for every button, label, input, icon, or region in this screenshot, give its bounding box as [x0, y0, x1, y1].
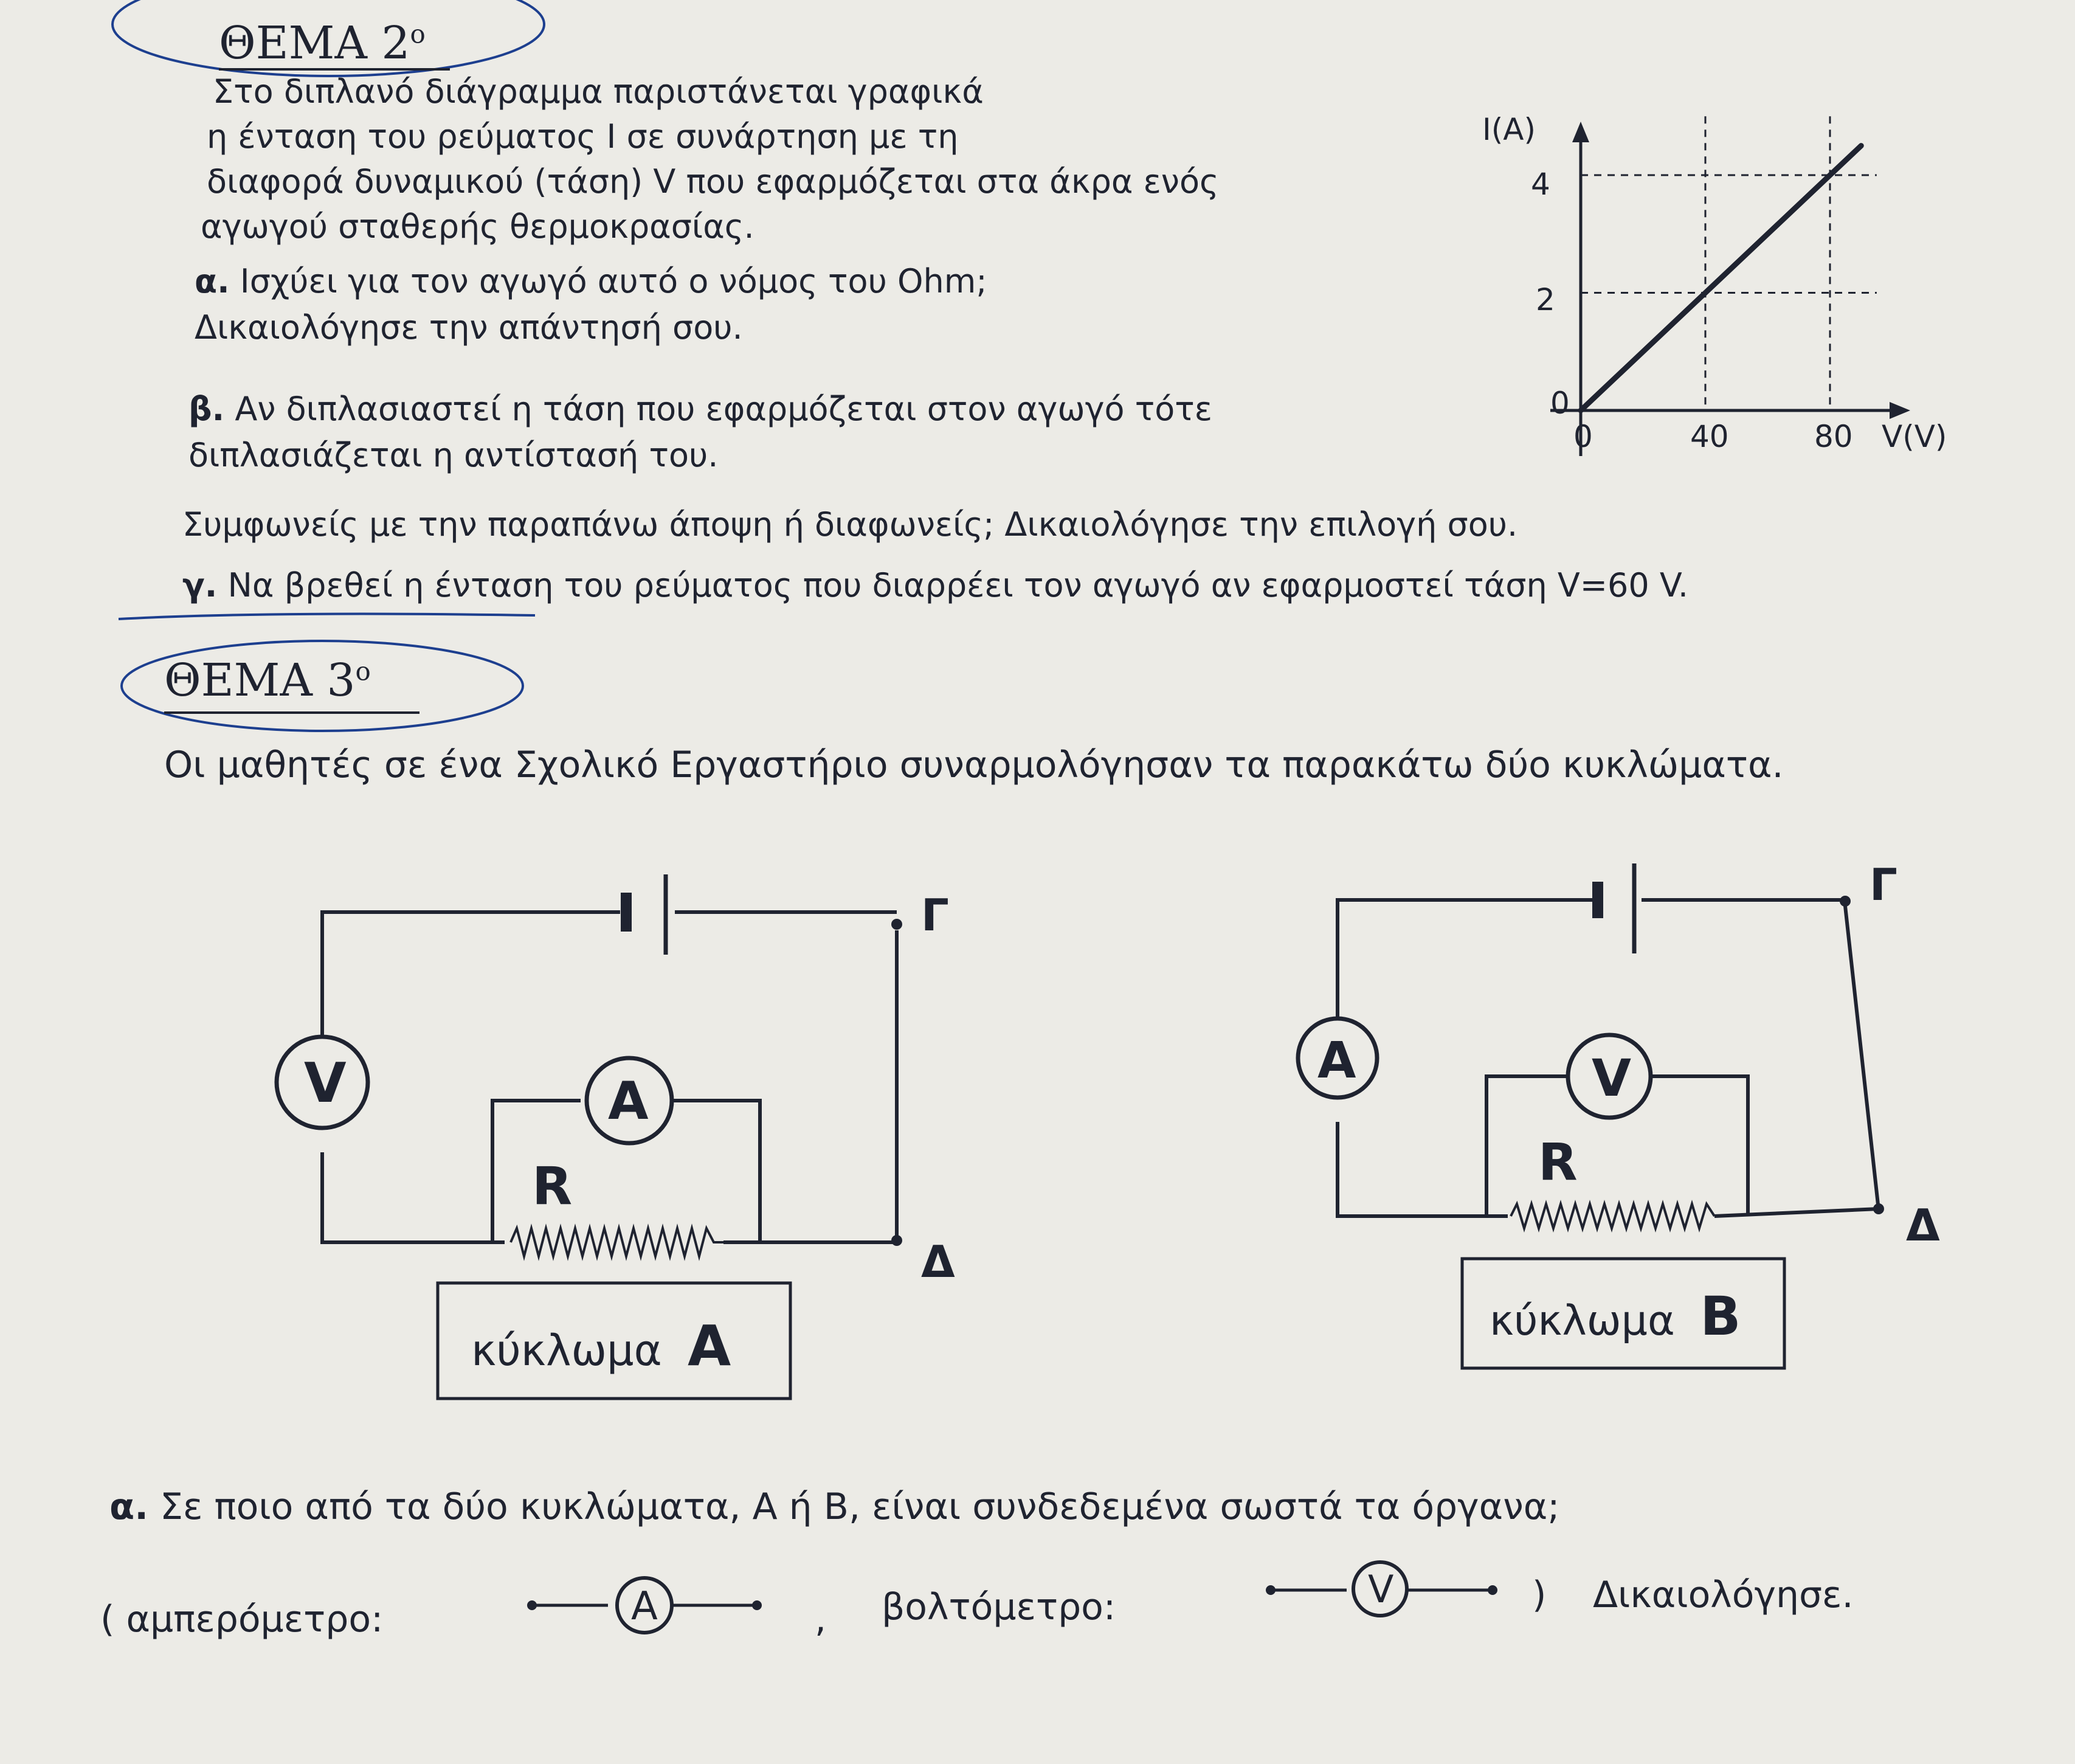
y-tick-4: 4: [1531, 167, 1550, 202]
circuit-b-resistor-label: R: [1538, 1132, 1578, 1192]
circuit-b-node-delta-label: Δ: [1906, 1200, 1940, 1251]
theme3-heading: [164, 654, 371, 707]
circuit-a-wire-bottom-left: [322, 1152, 505, 1242]
legend-voltmeter-symbol: [1262, 1554, 1517, 1633]
legend-voltmeter-letter: V: [1368, 1567, 1394, 1611]
circuit-a-voltmeter-symbol: V: [304, 1051, 347, 1115]
x-axis-arrow-icon: [1890, 402, 1910, 419]
circuit-a-caption-letter: Α: [688, 1313, 731, 1378]
theme2-question-b-line-2: διπλασιάζεται η αντίστασή του.: [188, 436, 719, 474]
circuit-b-voltmeter-branch-right: [1642, 1076, 1748, 1216]
circuit-b-wire-top-left: [1338, 900, 1593, 1049]
theme2-heading-text: ΘΕΜΑ 2: [219, 17, 410, 69]
legend-justify-text: Δικαιολόγησε.: [1593, 1574, 1854, 1616]
theme2-question-b-text: Αν διπλασιαστεί η τάση που εφαρμόζεται στον αγωγό τότε: [235, 390, 1212, 428]
theme2-intro-line-4: αγωγού σταθερής θερμοκρασίας.: [201, 207, 754, 246]
theme3-question-a: [109, 1487, 1559, 1527]
circuit-a-node-delta-label: Δ: [921, 1236, 955, 1287]
theme2-question-a-line-2: Δικαιολόγησε την απάντησή σου.: [195, 308, 743, 347]
y-axis-arrow-icon: [1572, 122, 1589, 142]
theme3-intro: Οι μαθητές σε ένα Σχολικό Εργαστήριο συναρμολόγησαν τα παρακάτω δύο κυκλώματα.: [164, 744, 1784, 786]
circuit-b-caption-letter: Β: [1700, 1285, 1741, 1347]
theme2-question-c: [182, 566, 1688, 606]
circuit-a-resistor-zigzag: [511, 1228, 723, 1256]
theme2-question-c-label: γ.: [182, 566, 218, 604]
circuit-b-node-gamma-label: Γ: [1870, 859, 1897, 910]
legend-ammeter-text: ( αμπερόμετρο:: [100, 1598, 384, 1641]
circuit-a-caption-word: κύκλωμα: [471, 1326, 662, 1375]
theme3-heading-underline: [164, 711, 419, 714]
y-tick-0: 0: [1550, 386, 1570, 421]
y-tick-2: 2: [1536, 282, 1555, 317]
theme2-intro-line-3: διαφορά δυναμικού (τάση) V που εφαρμόζεται στα άκρα ενός: [207, 162, 1219, 201]
theme3-question-a-label: α.: [109, 1486, 149, 1528]
circuit-b-wire-bottom-left: [1338, 1122, 1508, 1216]
circuit-a-ammeter-symbol: A: [608, 1071, 649, 1132]
theme2-heading-underline: [219, 68, 450, 71]
theme2-heading: [219, 17, 426, 69]
x-tick-40: 40: [1690, 419, 1729, 454]
circuit-b-wire-right: [1845, 906, 1879, 1210]
circuit-b-node-gamma: [1840, 896, 1851, 907]
x-tick-80: 80: [1814, 419, 1853, 454]
x-axis-label: V(V): [1882, 419, 1947, 454]
circuit-b-wire-bottom-right: [1714, 1209, 1879, 1216]
circuit-b-resistor-zigzag: [1511, 1204, 1714, 1228]
circuit-b-caption-word: κύκλωμα: [1490, 1297, 1675, 1345]
circuit-b-caption: [1490, 1285, 1741, 1347]
theme2-question-b-line-3: Συμφωνείς με την παραπάνω άποψη ή διαφωνείς; Δικαιολόγησε την επιλογή σου.: [182, 505, 1518, 544]
circuit-a-caption: [471, 1313, 731, 1378]
theme2-intro-line-2: η ένταση του ρεύματος I σε συνάρτηση με τη: [207, 117, 959, 156]
legend-comma: ,: [815, 1598, 827, 1641]
iv-data-line: [1581, 146, 1861, 410]
theme3-question-a-text: Σε ποιο από τα δύο κυκλώματα, Α ή Β, είναι συνδεδεμένα σωστά τα όργανα;: [160, 1486, 1560, 1528]
theme2-question-b-line-1: [188, 389, 1212, 429]
y-axis-label: I(A): [1482, 112, 1536, 147]
theme2-question-a-text: Ισχύει για τον αγωγό αυτό ο νόμος του Ohm;: [240, 262, 987, 300]
theme3-heading-text: ΘΕΜΑ 3: [164, 654, 356, 707]
legend-ammeter-symbol: [523, 1569, 778, 1648]
iv-chart: [1441, 103, 1976, 480]
circuit-a-ammeter-branch-right: [657, 1101, 760, 1242]
circuit-b-ammeter-symbol: A: [1317, 1032, 1356, 1090]
circuit-a-node-gamma-label: Γ: [921, 890, 949, 941]
circuit-a-resistor-label: R: [532, 1156, 573, 1217]
circuit-a-wire-top-left: [322, 912, 620, 1079]
theme2-question-a-label: α.: [195, 262, 230, 300]
legend-close-paren: ): [1532, 1574, 1547, 1616]
circuit-b-node-delta: [1873, 1203, 1884, 1214]
legend-ammeter-letter: A: [631, 1584, 658, 1629]
theme2-heading-sup: ο: [410, 19, 426, 49]
pen-separator-line: [116, 608, 541, 626]
circuit-a: [261, 863, 1015, 1423]
x-tick-0: 0: [1573, 419, 1593, 454]
theme2-intro-line-1: Στο διπλανό διάγραμμα παριστάνεται γραφικά: [213, 72, 984, 111]
circuit-a-node-gamma: [891, 919, 902, 930]
circuit-b: [1277, 851, 1994, 1386]
circuit-b-voltmeter-symbol: V: [1592, 1048, 1632, 1108]
theme2-question-c-text: Να βρεθεί η ένταση του ρεύματος που διαρρέει τον αγωγό αν εφαρμοστεί τάση V=60 V.: [227, 566, 1689, 604]
circuit-a-node-delta: [891, 1235, 902, 1246]
theme2-question-b-label: β.: [188, 390, 225, 428]
theme2-question-a-line-1: [195, 261, 987, 302]
theme3-heading-sup: ο: [355, 656, 371, 687]
legend-voltmeter-text: βολτόμετρο:: [882, 1586, 1116, 1628]
